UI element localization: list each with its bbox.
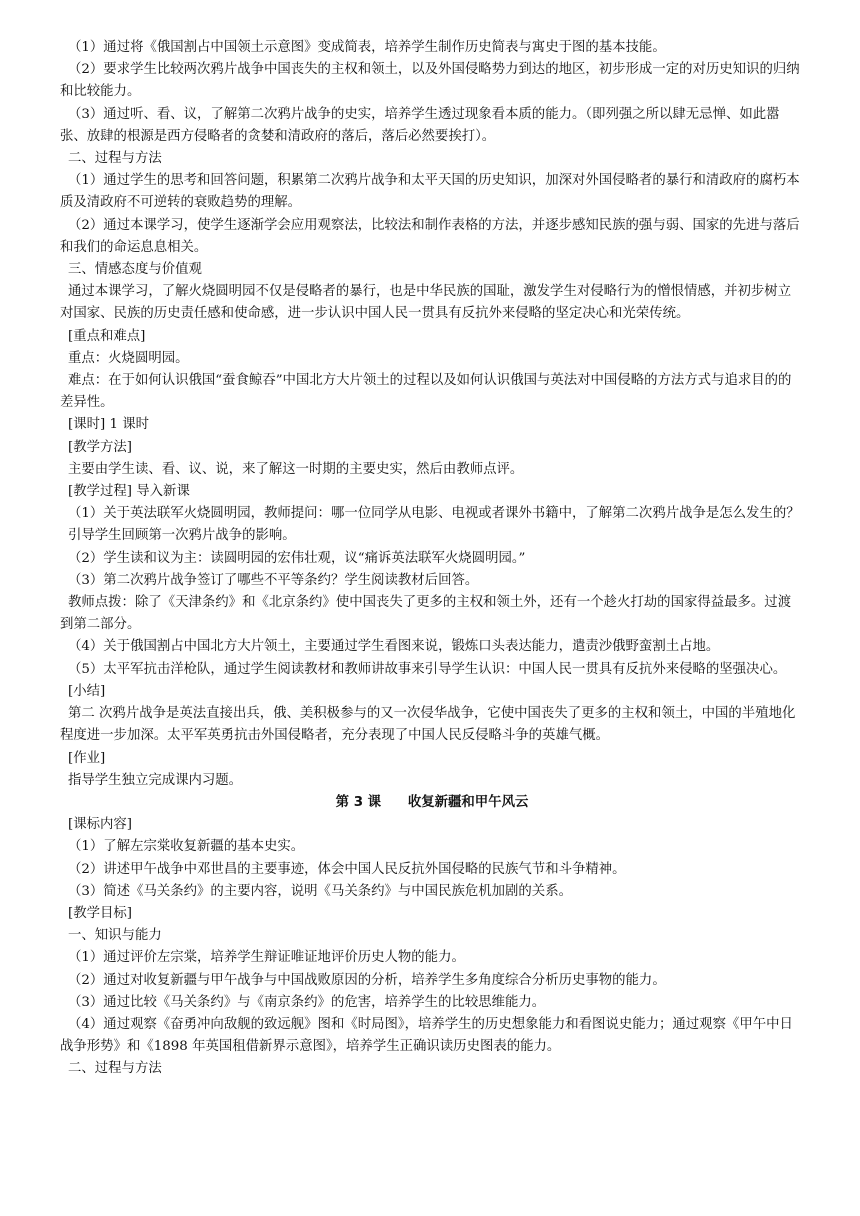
paragraph: 二、过程与方法 [68,1061,162,1077]
paragraph: [课标内容] [68,817,133,833]
paragraph: （3）第二次鸦片战争签订了哪些不平等条约？学生阅读教材后回答。 [68,572,479,588]
paragraph: [教学目标] [68,905,133,921]
paragraph: 三、情感态度与价值观 [68,262,202,278]
paragraph: （5）太平军抗击洋枪队，通过学生阅读教材和教师讲故事来引导学生认识：中国人民一贯具有反抗外来侵略的坚强决心。 [68,661,787,677]
paragraph: （2）讲述甲午战争中邓世昌的主要事迹，体会中国人民反抗外国侵略的民族气节和斗争精神。 [68,861,626,877]
paragraph: 第二 次鸦片战争是英法直接出兵，俄、美积极参与的又一次侵华战争，它使中国丧失了更多的主权和领土，中国的半殖地化程度进一步加深。太平军英勇抗击外国侵略者，充分表现了中国人民反侵略斗争的英雄气概。 [60,706,796,744]
paragraph: （1）通过评价左宗棠，培养学生辩证唯证地评价历史人物的能力。 [68,950,465,966]
paragraph: [重点和难点] [68,328,146,344]
paragraph: 重点：火烧圆明园。 [68,350,189,366]
paragraph: 一、知识与能力 [68,928,162,944]
paragraph: 通过本课学习，了解火烧圆明园不仅是侵略者的暴行，也是中华民族的国耻，激发学生对侵略行为的憎恨情感，并初步树立对国家、民族的历史责任感和使命感，进一步认识中国人民一贯具有反抗外来侵略的坚定决心和光荣传统。 [60,284,792,322]
lesson-heading: 第 3 课 收复新疆和甲午风云 [335,794,529,810]
paragraph: [小结] [68,683,106,699]
document-body [60,37,804,1081]
paragraph: （2）通过本课学习，使学生逐渐学会应用观察法，比较法和制作表格的方法，并逐步感知民族的强与弱、国家的先进与落后和我们的命运息息相关。 [60,217,800,255]
paragraph: （3）通过比较《马关条约》与《南京条约》的危害，培养学生的比较思维能力。 [68,994,546,1010]
paragraph: 指导学生独立完成课内习题。 [68,772,243,788]
paragraph: 难点：在于如何认识俄国“蚕食鲸吞”中国北方大片领土的过程以及如何认识俄国与英法对中国侵略的方法方式与追求目的的差异性。 [60,373,792,411]
paragraph: 主要由学生读、看、议、说，来了解这一时期的主要史实，然后由教师点评。 [68,461,524,477]
paragraph: 二、过程与方法 [68,151,162,167]
paragraph: （1）关于英法联军火烧圆明园，教师提问：哪一位同学从电影、电视或者课外书籍中，了解第二次鸦片战争是怎么发生的？ [68,506,800,522]
paragraph: [课时] 1 课时 [68,417,150,433]
paragraph: 引导学生回顾第一次鸦片战争的影响。 [68,528,296,544]
paragraph: 教师点拨：除了《天津条约》和《北京条约》使中国丧失了更多的主权和领土外，还有一个趁火打劫的国家得益最多。过渡到第二部分。 [60,595,792,633]
paragraph: （3）简述《马关条约》的主要内容，说明《马关条约》与中国民族危机加剧的关系。 [68,883,572,899]
paragraph: （2）通过对收复新疆与甲午战争与中国战败原因的分析，培养学生多角度综合分析历史事物的能力。 [68,972,666,988]
paragraph: （1）了解左宗棠收复新疆的基本史实。 [68,839,305,855]
paragraph: （2）学生读和议为主：读圆明园的宏伟壮观，议“痛诉英法联军火烧圆明园。” [68,550,526,566]
paragraph: （1）通过将《俄国割占中国领土示意图》变成简表，培养学生制作历史简表与寓史于图的基本技能。 [68,40,666,55]
paragraph: [教学过程] 导入新课 [68,484,190,500]
paragraph: （2）要求学生比较两次鸦片战争中国丧失的主权和领土，以及外国侵略势力到达的地区，初步形成一定的对历史知识的归纳和比较能力。 [60,62,800,100]
paragraph: （3）通过听、看、议，了解第二次鸦片战争的史实，培养学生透过现象看本质的能力。（即列强之所以肆无忌惮、如此嚣张、放肆的根源是西方侵略者的贪婪和清政府的落后，落后必然要挨打）。 [60,106,780,144]
paragraph: [作业] [68,750,106,766]
paragraph: （1）通过学生的思考和回答问题，积累第二次鸦片战争和太平天国的历史知识，加深对外国侵略者的暴行和清政府的腐朽本质及清政府不可逆转的衰败趋势的理解。 [60,173,800,211]
paragraph: [教学方法] [68,439,133,455]
paragraph: （4）关于俄国割占中国北方大片领土，主要通过学生看图来说，锻炼口头表达能力，遣责沙俄野蛮割土占地。 [68,639,720,655]
paragraph: （4）通过观察《奋勇冲向敌舰的致远舰》图和《时局图》，培养学生的历史想象能力和看图说史能力；通过观察《甲午中日战争形势》和《1898 年英国租借新界示意图》，培养学生正确识读历史图表的能力。 [60,1016,793,1055]
